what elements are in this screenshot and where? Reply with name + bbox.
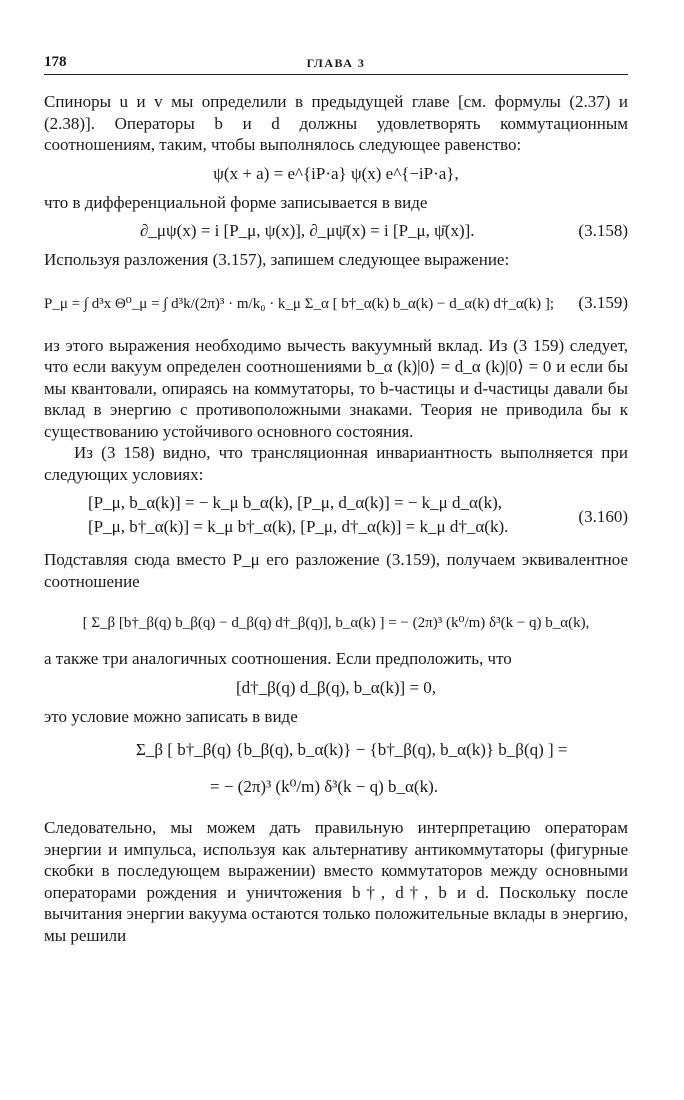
paragraph-three-analogous: а также три аналогичных соотношения. Если предположить, что bbox=[44, 649, 512, 668]
equation-assumption: [d†_β(q) d_β(q), b_α(k)] = 0, bbox=[235, 677, 437, 697]
page-header bbox=[44, 52, 628, 75]
equation-3160-line2: [P_μ, b†_α(k)] = k_μ b†_α(k), [P_μ, d†_α(k)] = k_μ d†_α(k). bbox=[88, 517, 509, 536]
equation-anticommutator-line1-body: Σ_β [ b†_β(q) {b_β(q), b_α(k)} − {b†_β(q), b_α(k)} b_β(q) ] = bbox=[136, 740, 568, 759]
equation-anticommutator-line1 bbox=[44, 733, 628, 767]
paragraph-substituting: Подставляя сюда вместо P_μ его разложение (3.159), получаем эквивалентное соотношение bbox=[44, 550, 628, 591]
paragraph-spinors: Спиноры u и v мы определили в предыдущей главе [см. формулы (2.37) и (2.38)]. Операторы b и d должны удовлетворять коммутационным соотношениям, таким, чтобы выполнялось следующее равенство: bbox=[44, 92, 628, 154]
paragraph-translation-invariance: Из (3 158) видно, что трансляционная инвариантность выполняется при следующих условиях: bbox=[44, 443, 628, 484]
equation-anticommutator-line2 bbox=[44, 767, 628, 807]
book-page bbox=[44, 52, 628, 946]
equation-3160-number: (3.160) bbox=[578, 507, 628, 526]
paragraph-using-expansions: Используя разложения (3.157), запишем следующее выражение: bbox=[44, 250, 510, 269]
equation-anticommutator-line2-body: = − (2π)³ (k⁰/m) δ³(k − q) b_α(k). bbox=[210, 777, 439, 796]
equation-3159-body: P_μ = ∫ d³x Θ⁰_μ = ∫ d³k/(2π)³ · m/k₀ · k_μ Σ_α [ b†_α(k) b_α(k) − d_α(k) d†_α(k) ]; bbox=[44, 295, 555, 312]
equation-3158-number: (3.158) bbox=[578, 221, 628, 240]
equation-3158 bbox=[44, 219, 628, 243]
equation-3160 bbox=[44, 491, 628, 543]
equation-translation: ψ(x + a) = e^{iP·a} ψ(x) e^{−iP·a}, bbox=[213, 163, 459, 183]
equation-commutator-body: [ Σ_β [b†_β(q) b_β(q) − d_β(q) d†_β(q)], b_α(k) ] = − (2π)³ (k⁰/m) δ³(k − q) b_α(k), bbox=[82, 615, 590, 631]
equation-3158-body: ∂_μψ(x) = i [P_μ, ψ(x)], ∂_μψ̄(x) = i [P_μ, ψ̄(x)]. bbox=[140, 221, 475, 240]
paragraph-differential-form: что в дифференциальной форме записывается в виде bbox=[44, 192, 428, 212]
equation-3159-number: (3.159) bbox=[578, 292, 628, 312]
paragraph-vacuum: из этого выражения необходимо вычесть вакуумный вклад. Из (3 159) следует, что если вакуум определен соотношениями b_α (k)|0⟩ = d_α (k)|0⟩ = 0 и если бы мы квантовали, опираясь на коммутаторы, то b-частицы и d-частицы давали бы вклад в энергию с противоположными знаками. Теория не приводила бы к существованию устойчивого основного состояния. bbox=[44, 335, 628, 441]
page-number: 178 bbox=[44, 54, 67, 70]
paragraph-interpretation: Следовательно, мы можем дать правильную интерпретацию операторам энергии и импульса, используя как альтернативу антикоммутаторы (фигурные скобки в последующем выражении) вместо коммутаторов между основными операторами рождения и уничтожения b†, d†, b и d. Поскольку после вычитания энергии вакуума остаются только положительные вклады в энергию, мы решили bbox=[44, 818, 628, 945]
equation-3160-line1: [P_μ, b_α(k)] = − k_μ b_α(k), [P_μ, d_α(k)] = − k_μ d_α(k), bbox=[88, 493, 503, 512]
equation-commutator bbox=[44, 602, 628, 642]
equation-3159 bbox=[44, 281, 628, 325]
paragraph-condition: это условие можно записать в виде bbox=[44, 706, 298, 726]
chapter-title: ГЛАВА 3 bbox=[306, 56, 366, 70]
